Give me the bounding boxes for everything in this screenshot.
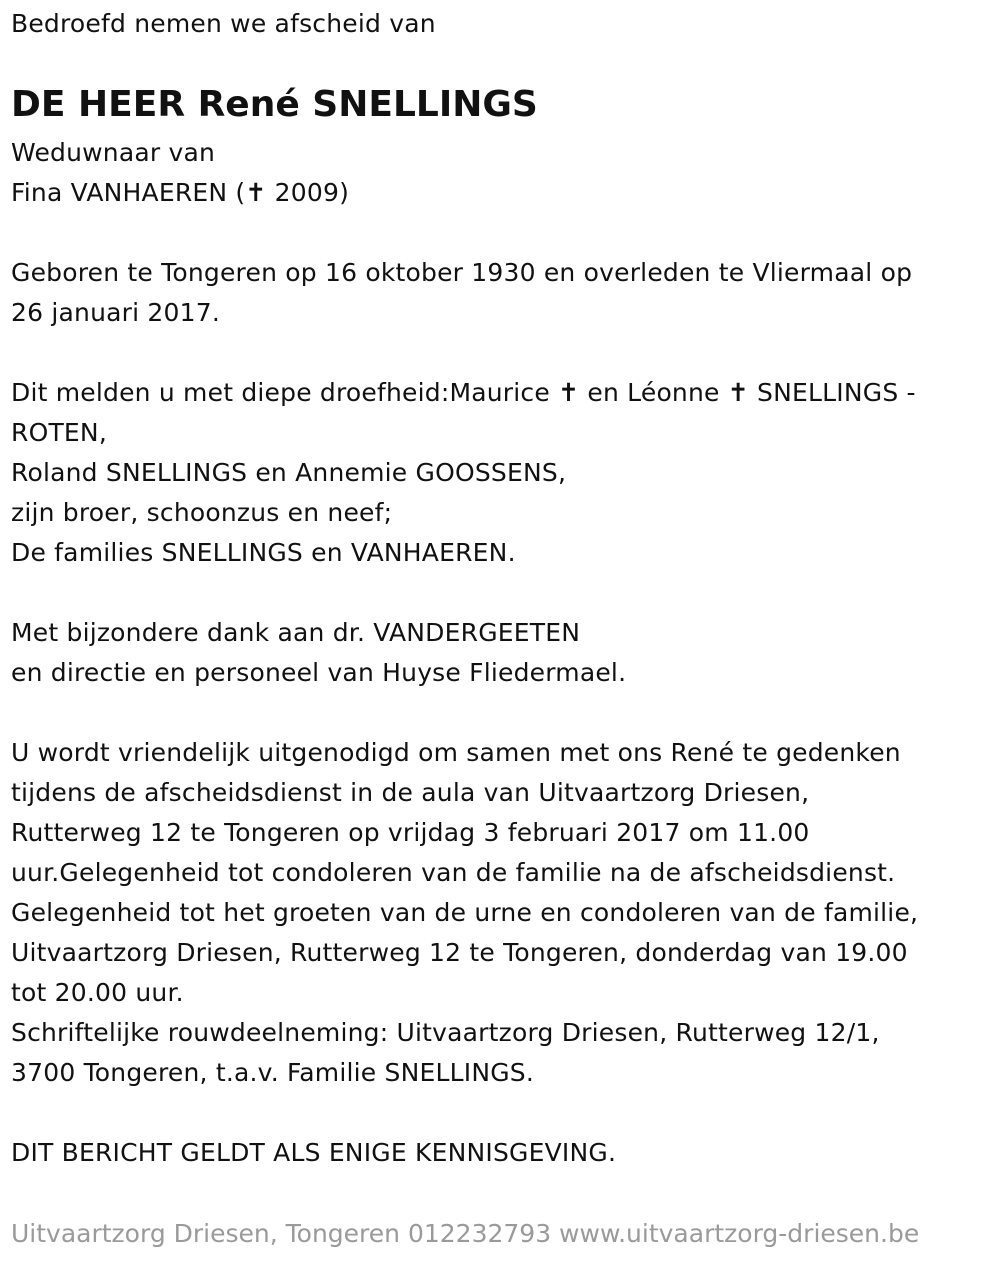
mourners-line-4: zijn broer, schoonzus en neef;: [11, 498, 393, 527]
service-line-6: Uitvaartzorg Driesen, Rutterweg 12 te Tongeren, donderdag van 19.00: [11, 938, 908, 967]
service-line-8: Schriftelijke rouwdeelneming: Uitvaartzorg Driesen, Rutterweg 12/1,: [11, 1018, 880, 1047]
mourners-line-5: De families SNELLINGS en VANHAEREN.: [11, 538, 516, 567]
service-line-4: uur.Gelegenheid tot condoleren van de familie na de afscheidsdienst.: [11, 858, 896, 887]
mourners-line-1: Dit melden u met diepe droefheid:Maurice ✝ en Léonne ✝ SNELLINGS -: [11, 378, 916, 407]
service-line-9: 3700 Tongeren, t.a.v. Familie SNELLINGS.: [11, 1058, 535, 1087]
mourners-line-2: ROTEN,: [11, 418, 107, 447]
mourners-line-3: Roland SNELLINGS en Annemie GOOSSENS,: [11, 458, 567, 487]
closing-statement: DIT BERICHT GELDT ALS ENIGE KENNISGEVING.: [11, 1138, 617, 1167]
service-line-2: tijdens de afscheidsdienst in de aula van Uitvaartzorg Driesen,: [11, 778, 810, 807]
service-line-5: Gelegenheid tot het groeten van de urne en condoleren van de familie,: [11, 898, 919, 927]
birth-death-line-1: Geboren te Tongeren op 16 oktober 1930 en overleden te Vliermaal op: [11, 258, 913, 287]
funeral-home-footer: Uitvaartzorg Driesen, Tongeren 012232793 www.uitvaartzorg-driesen.be: [11, 1219, 920, 1248]
spouse-name: Fina VANHAEREN (✝ 2009): [11, 178, 350, 207]
thanks-line-2: en directie en personeel van Huyse Fliedermael.: [11, 658, 627, 687]
birth-death-line-2: 26 januari 2017.: [11, 298, 220, 327]
thanks-line-1: Met bijzondere dank aan dr. VANDERGEETEN: [11, 618, 581, 647]
spouse-label: Weduwnaar van: [11, 138, 216, 167]
service-line-1: U wordt vriendelijk uitgenodigd om samen met ons René te gedenken: [11, 738, 901, 767]
service-line-7: tot 20.00 uur.: [11, 978, 184, 1007]
deceased-name: DE HEER René SNELLINGS: [11, 84, 538, 125]
intro-text: Bedroefd nemen we afscheid van: [11, 9, 436, 38]
service-line-3: Rutterweg 12 te Tongeren op vrijdag 3 februari 2017 om 11.00: [11, 818, 810, 847]
